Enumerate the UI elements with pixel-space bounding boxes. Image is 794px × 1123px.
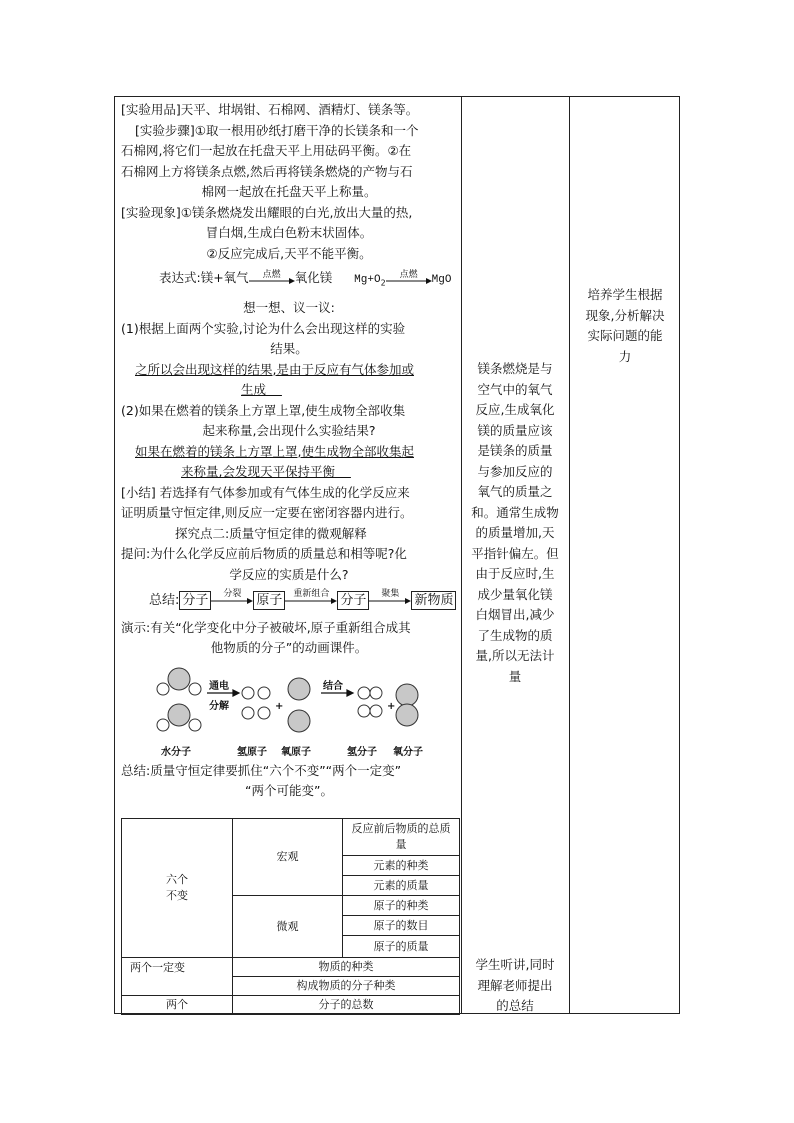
two-may-change-cell: 两个 [166,998,188,1011]
water-molecule-label: 水分子 [161,746,191,758]
reaction-equation [159,268,457,294]
macro-cell: 宏观 [276,850,299,863]
table-row: 原子的质量 [373,939,429,953]
question-1: (1)根据上面两个实验,讨论为什么会出现这样的实验 [121,320,406,336]
discussion-title: 想一想、议一议: [243,300,335,315]
oxygen-atom [168,668,190,690]
text-line: 证明质量守恒定律,则反应一定要在密闭容器内进行。 [121,505,413,520]
two-must-change-cell: 两个一定变 [130,961,185,974]
condition-label: 点燃 [399,269,418,280]
flow-arrow-icon [285,588,337,610]
arrow-label: 结合 [323,680,343,692]
flow-node: 原子 [253,591,285,610]
experiment-materials: [实验用品]天平、坩埚钳、石棉网、酒精灯、镁条等。 [121,102,419,117]
text-line: 是镁条的质量 [477,443,553,458]
answer-2: 如果在燃着的镁条上方罩上罩,使生成物全部收集起 [135,443,414,459]
text-line: 学生听讲,同时 [475,957,555,972]
text-line: 空气中的氧气 [477,381,553,397]
text-line: “两个可能变”。 [245,783,333,798]
text-line: 反应,生成氧化 [475,402,555,417]
text-line: 石棉网上方将镁条点燃,然后再将镁条燃烧的产物与石 [121,163,413,179]
flow-arrow-icon [211,588,253,610]
hydrogen-atom [358,687,370,699]
flow-node: 分子 [179,591,211,610]
design-intent-column [573,285,677,367]
answer-1-cont: 生成 [241,382,267,397]
text-line: 成少量氧化镁 [477,586,553,602]
oxygen-molecule-label: 氧分子 [393,746,423,758]
text-line: 和。通常生成物 [471,504,559,520]
table-row: 构成物质的分子种类 [296,979,396,992]
six-unchanged-cell [122,819,232,957]
reaction-arrow-icon [386,271,432,287]
text-line: 学反应的实质是什么? [229,566,349,582]
oxygen-atom [396,704,418,726]
conservation-summary-table [121,818,460,1015]
lesson-table [114,96,680,1014]
text-line: 量,所以无法计 [475,648,555,663]
hydrogen-atom [157,683,169,695]
table-row: 原子的数目 [373,918,429,932]
flow-arrow-icon [369,588,411,610]
flow-node: 分子 [337,591,369,610]
hydrogen-atom [242,687,254,699]
text-line: 现象,分析解决 [585,307,665,323]
equation-product: 氧化镁 [294,270,333,285]
arrow-label: 通电 [209,680,229,692]
hydrogen-atom [370,687,382,699]
cell-text: 六个 [166,873,188,886]
text-line: 由于反应时,生 [475,566,555,581]
explore-point-title: 探究点二:质量守恒定律的微观解释 [175,525,367,541]
oxygen-atom-label: 氧原子 [281,746,311,758]
plus-sign: + [387,700,396,712]
hydrogen-molecule-label: 氢分子 [347,746,377,758]
text-line: 结果。 [270,341,308,356]
text-line: 氧气的质量之 [477,484,553,499]
flow-arrow-label: 重新组合 [293,588,330,599]
experiment-steps: [实验步骤]①取一根用砂纸打磨干净的长镁条和一个 [135,122,419,138]
text-line: 了生成物的质 [477,627,553,643]
text-line: 实际问题的能 [587,328,663,343]
oxygen-atom [168,704,190,726]
text-line: 镁的质量应该 [477,422,553,438]
text-line: 石棉网,将它们一起放在托盘天平上用砝码平衡。②在 [121,143,412,158]
oxygen-atom [288,710,310,732]
oxygen-atom [288,678,310,700]
teaching-content-column [121,100,457,802]
oxygen-atom [396,684,418,706]
micro-cell: 微观 [276,919,299,933]
text-line: 理解老师提出 [477,977,553,993]
text-line: 量 [508,668,522,684]
condition-label: 点燃 [262,269,281,280]
text-line: 冒白烟,生成白色粉末状固体。 [205,225,373,240]
reaction-flow [149,588,457,612]
flow-node: 新物质 [411,591,456,610]
cell-text: 不变 [166,889,188,902]
table-row: 分子的总数 [318,998,374,1011]
flow-arrow-label: 分裂 [223,588,242,599]
hydrogen-atom [242,707,254,719]
hydrogen-atom [157,719,169,731]
conclusion-text: 总结:质量守恒定律要抓住“六个不变”“两个一定变” [121,762,402,778]
table-row: 原子的种类 [373,898,429,912]
hydrogen-atom [258,707,270,719]
table-row: 元素的质量 [373,878,429,892]
hydrogen-atom [189,719,201,731]
table-row: 元素的种类 [373,858,429,872]
molecule-diagram [121,663,457,761]
column-divider [569,97,570,1013]
student-activity-column [466,359,564,687]
arrow-label: 分解 [209,700,229,712]
student-activity-bottom [466,955,564,1017]
hydrogen-atom [258,687,270,699]
text-line: 镁条燃烧是与 [477,361,553,376]
hydrogen-atom [189,683,201,695]
column-divider [461,97,462,1013]
flow-label: 总结: [149,593,180,608]
experiment-phenomena: [实验现象]①镁条燃烧发出耀眼的白光,放出大量的热, [121,204,413,220]
text-line: 的总结 [496,998,534,1013]
answer-2-cont: 来称量,会发现天平保持平衡 [181,464,335,479]
formula-product: MgO [431,274,452,286]
text-line: ②反应完成后,天平不能平衡。 [206,245,372,261]
text-line: 力 [618,348,632,364]
hydrogen-atom [370,705,382,717]
text-line: 与参加反应的 [477,463,553,479]
table-row: 物质的种类 [318,960,374,973]
table-row: 反应前后物质的总质量 [351,822,451,851]
question-text: 提问:为什么化学反应前后物质的质量总和相等呢?化 [121,546,407,561]
flow-arrow-label: 聚集 [381,588,400,599]
equation-words: 表达式:镁+氧气 [159,270,249,285]
text-line: 他物质的分子”的动画课件。 [210,640,368,655]
answer-1: 之所以会出现这样的结果,是由于反应有气体参加或 [135,361,414,377]
text-line: 培养学生根据 [587,287,663,302]
text-line: 平指针偏左。但 [471,545,559,561]
hydrogen-atom-label: 氢原子 [237,746,267,758]
hydrogen-atom [358,705,370,717]
summary-text: [小结] 若选择有气体参加或有气体生成的化学反应来 [121,484,410,500]
text-line: 白烟冒出,减少 [475,607,555,622]
plus-sign: + [275,700,284,712]
text-line: 的质量增加,天 [475,525,555,540]
question-2: (2)如果在燃着的镁条上方罩上罩,使生成物全部收集 [121,402,406,418]
formula-reactants: Mg+O [354,274,381,286]
text-line: 棉网一起放在托盘天平上称量。 [201,184,377,199]
demo-text: 演示:有关“化学变化中分子被破坏,原子重新组合成其 [121,619,411,635]
text-line: 起来称量,会出现什么实验结果? [202,423,376,438]
reaction-arrow-icon [249,271,295,287]
subscript: 2 [380,278,386,288]
